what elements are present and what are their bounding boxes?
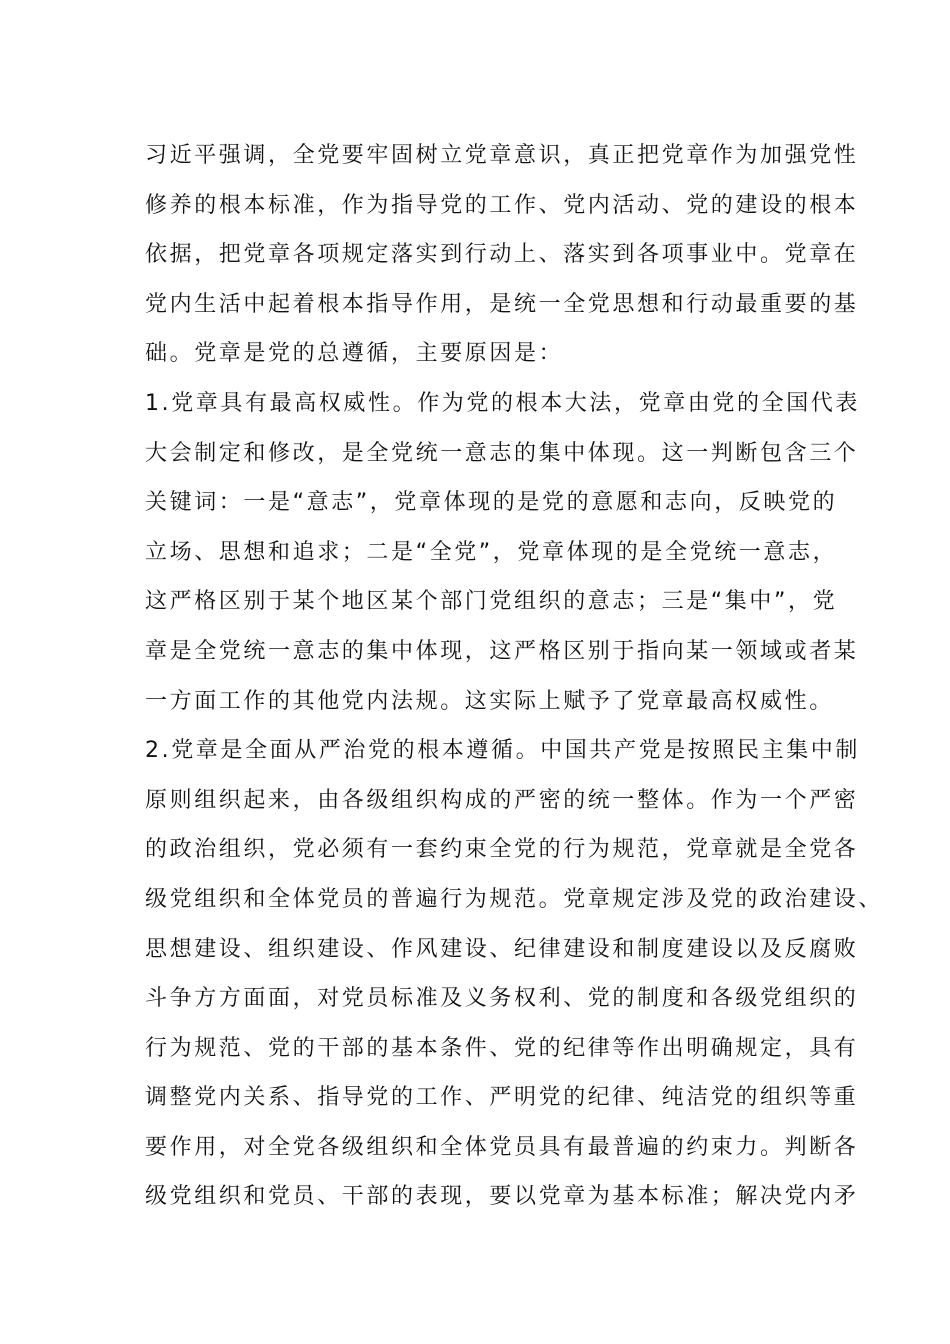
- section-1-line: 这严格区别于某个地区某个部门党组织的意志；三是“集中”，党: [145, 589, 838, 615]
- section-1-line: 大会制定和修改，是全党统一意志的集中体现。这一判断包含三个: [145, 440, 859, 466]
- paragraph-line: 修养的根本标准，作为指导党的工作、党内活动、党的建设的根本: [145, 192, 859, 218]
- section-2-line: 行为规范、党的干部的基本条件、党的纪律等作出明确规定，具有: [145, 1035, 859, 1061]
- section-1-line: 章是全党统一意志的集中体现，这严格区别于指向某一领域或者某: [145, 638, 859, 664]
- section-2-line: 级党组织和党员、干部的表现，要以党章为基本标准；解决党内矛: [145, 1184, 859, 1210]
- section-2-line: 要作用，对全党各级组织和全体党员具有最普遍的约束力。判断各: [145, 1134, 859, 1160]
- section-2-line: 思想建设、组织建设、作风建设、纪律建设和制度建设以及反腐败: [145, 936, 859, 962]
- section-2-line: 调整党内关系、指导党的工作、严明党的纪律、纯洁党的组织等重: [145, 1085, 859, 1111]
- section-1-line: 立场、思想和追求；二是“全党”，党章体现的是全党统一意志，: [145, 539, 838, 565]
- paragraph-line: 础。党章是党的总遵循，主要原因是：: [145, 341, 564, 367]
- section-1-line: 一方面工作的其他党内法规。这实际上赋予了党章最高权威性。: [145, 688, 834, 714]
- paragraph-line: 习近平强调，全党要牢固树立党章意识，真正把党章作为加强党性: [145, 143, 859, 168]
- paragraph-line: 依据，把党章各项规定落实到行动上、落实到各项事业中。党章在: [145, 242, 859, 268]
- section-1-line: 关键词：一是“意志”，党章体现的是党的意愿和志向，反映党的: [145, 490, 838, 516]
- section-2-line: 2.党章是全面从严治党的根本遵循。中国共产党是按照民主集中制: [145, 738, 860, 764]
- section-2-line: 斗争方方面面，对党员标准及义务权利、党的制度和各级党组织的: [145, 986, 859, 1012]
- section-2-line: 原则组织起来，由各级组织构成的严密的统一整体。作为一个严密: [145, 787, 859, 813]
- section-2-line: 的政治组织，党必须有一套约束全党的行为规范，党章就是全党各: [145, 837, 859, 863]
- section-2-line: 级党组织和全体党员的普遍行为规范。党章规定涉及党的政治建设、: [145, 886, 884, 912]
- document-body: [145, 131, 884, 1222]
- paragraph-line: 党内生活中起着根本指导作用，是统一全党思想和行动最重要的基: [145, 291, 859, 317]
- section-1-line: 1.党章具有最高权威性。作为党的根本大法，党章由党的全国代表: [145, 390, 860, 416]
